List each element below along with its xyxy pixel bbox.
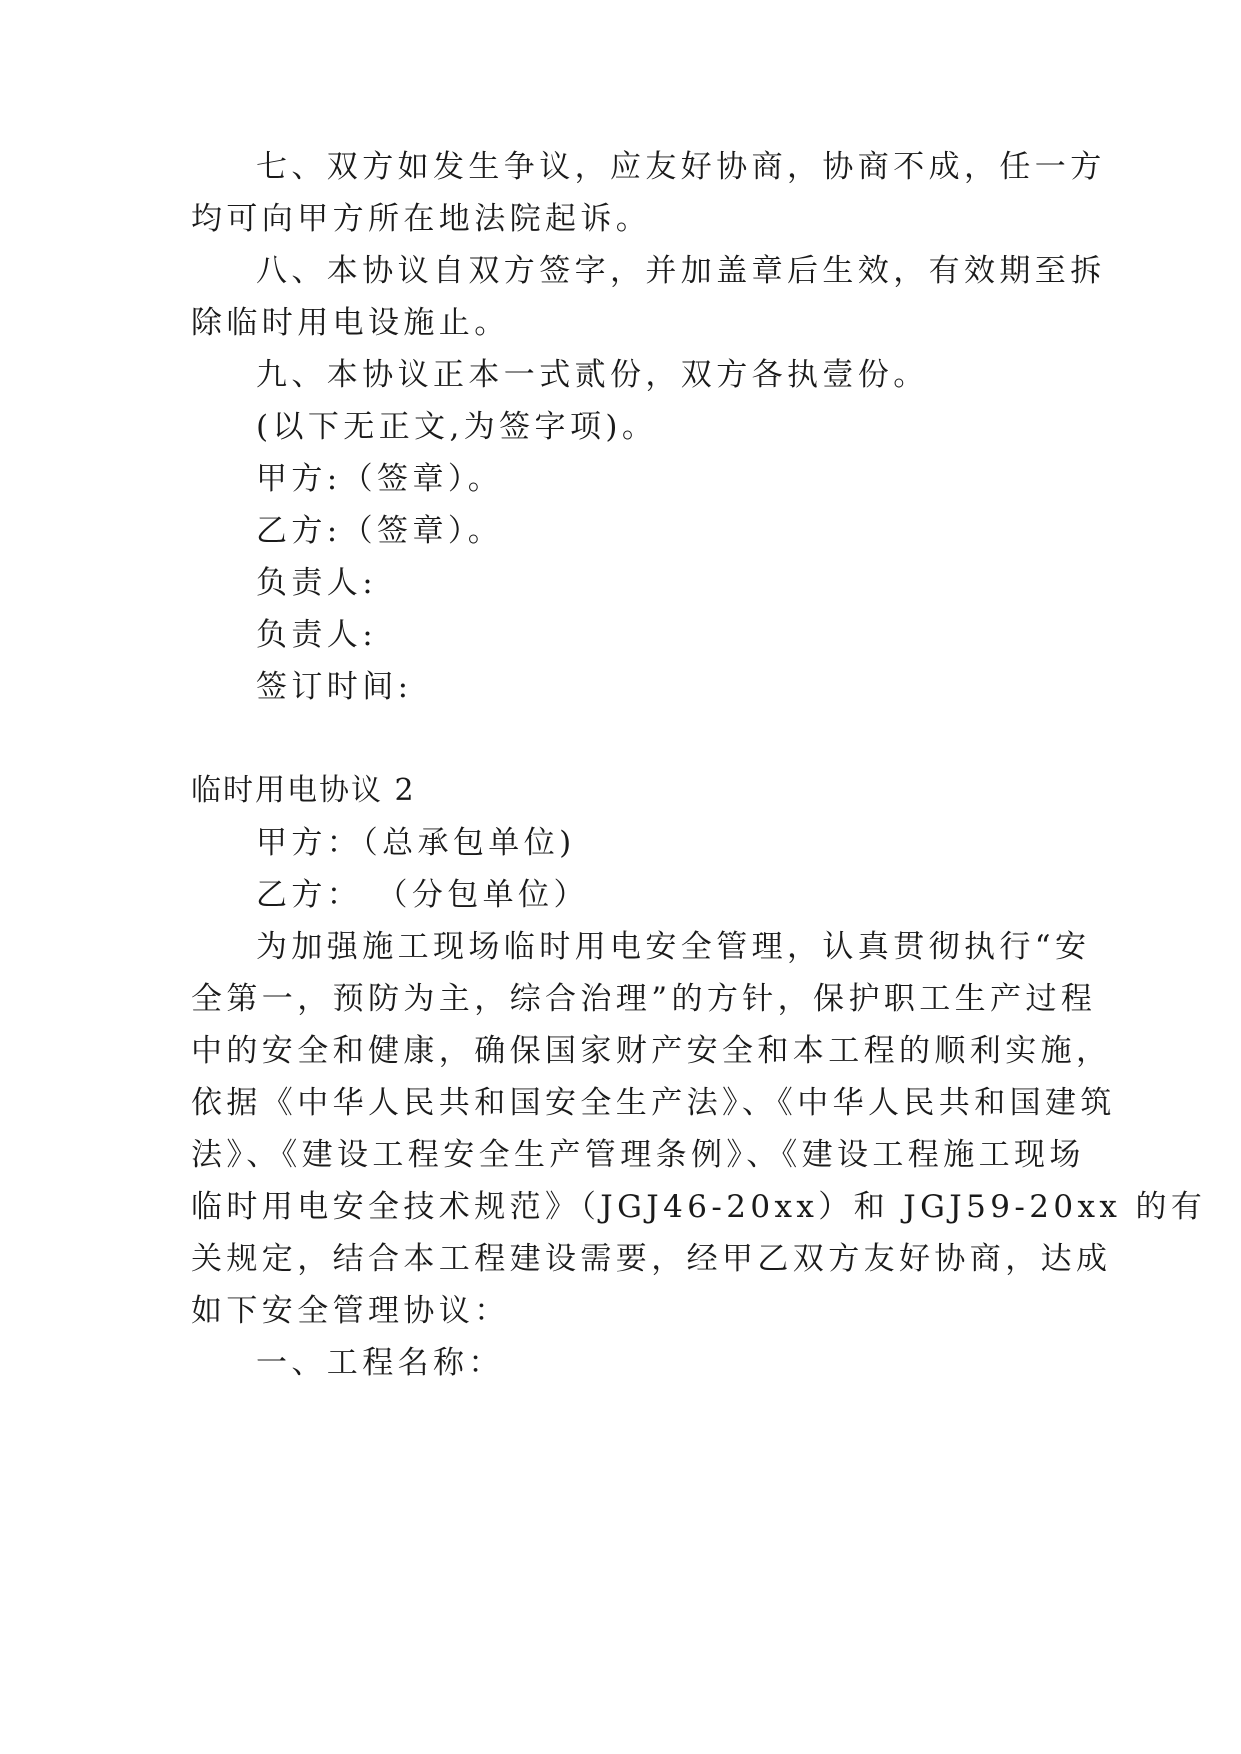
party-a-seal: 甲方:（签章）。 [256,461,504,497]
project-name-clause: 一、工程名称： [256,1345,504,1381]
clause-7-line-1: 七、双方如发生争议，应友好协商，协商不成，任一方 [256,149,1106,185]
preamble-line-8: 如下安全管理协议： [191,1293,510,1329]
clause-9: 九、本协议正本一式贰份，双方各执壹份。 [256,357,929,393]
party-b-seal: 乙方:（签章）。 [256,513,504,549]
no-text-note: (以下无正文,为签字项)。 [256,409,658,445]
preamble-line-5: 法》、《建设工程安全生产管理条例》、《建设工程施工现场 [191,1137,1085,1173]
party-b-line: 乙方： （分包单位） [256,877,589,913]
clause-8-line-2: 除临时用电设施止。 [191,305,510,341]
preamble-line-2: 全第一，预防为主，综合治理”的方针，保护职工生产过程 [191,981,1097,1017]
agreement-title-2: 临时用电协议 2 [191,773,416,808]
clause-8-line-1: 八、本协议自双方签字，并加盖章后生效，有效期至拆 [256,253,1106,289]
responsible-person-b: 负责人: [256,617,378,653]
party-a-line: 甲方：（总承包单位) [256,825,576,861]
signing-date: 签订时间: [256,669,413,705]
responsible-person-a: 负责人: [256,565,378,601]
preamble-line-1: 为加强施工现场临时用电安全管理，认真贯彻执行“安 [256,929,1091,965]
preamble-line-7: 关规定，结合本工程建设需要，经甲乙双方友好协商，达成 [191,1241,1112,1277]
preamble-line-3: 中的安全和健康，确保国家财产安全和本工程的顺利实施， [191,1033,1112,1069]
clause-7-line-2: 均可向甲方所在地法院起诉。 [191,201,652,237]
preamble-line-4: 依据《中华人民共和国安全生产法》、《中华人民共和国建筑 [191,1085,1116,1121]
preamble-line-6: 临时用电安全技术规范》（JGJ46-20xx）和 JGJ59-20xx 的有 [191,1189,1207,1225]
